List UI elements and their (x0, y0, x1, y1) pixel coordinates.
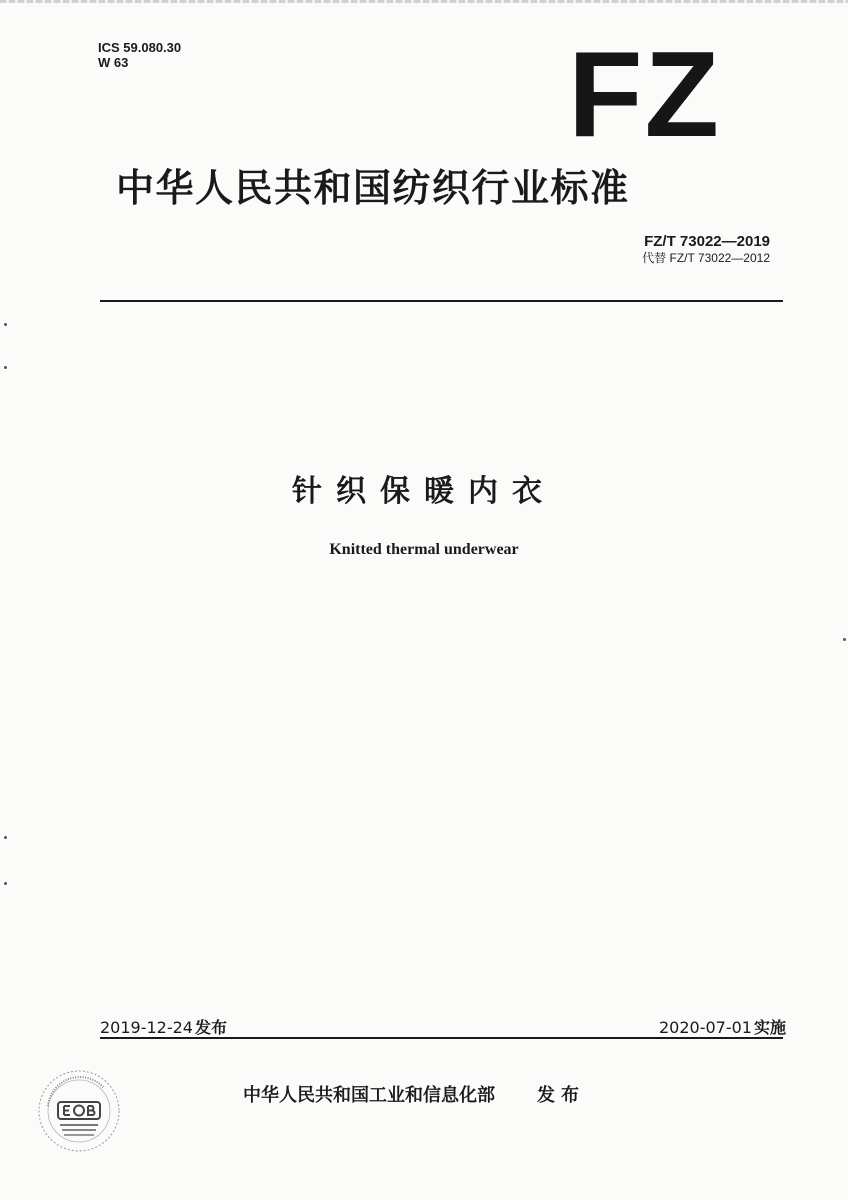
effective-date-line (659, 1015, 786, 1038)
footer-divider (100, 1037, 783, 1039)
replaces-standard: 代替 FZ/T 73022—2012 (642, 251, 770, 265)
classification-block (98, 40, 181, 70)
publisher-name: 中华人民共和国工业和信息化部 (243, 1085, 495, 1106)
standard-number: FZ/T 73022—2019 (644, 233, 770, 250)
document-title: 针织保暖内衣 (292, 474, 556, 509)
issue-date-line (100, 1015, 227, 1038)
scan-mark (843, 638, 846, 641)
publisher-action: 发布 (537, 1085, 585, 1106)
anti-counterfeit-stamp-icon (34, 1066, 124, 1156)
scan-mark (4, 882, 7, 885)
scan-mark (4, 366, 7, 369)
scan-mark (4, 323, 7, 326)
standard-code-block (642, 233, 770, 266)
ics-code: ICS 59.080.30 (98, 40, 182, 55)
issue-date: 2019-12-24 (100, 1018, 193, 1037)
issue-label: 发布 (194, 1018, 227, 1037)
class-code: W 63 (98, 55, 129, 70)
scan-top-edge (0, 0, 848, 3)
scan-mark (4, 836, 7, 839)
header-divider (100, 300, 783, 302)
fz-logo: FZ (568, 26, 722, 162)
effective-date: 2020-07-01 (659, 1018, 752, 1037)
publisher-line (243, 1081, 585, 1107)
main-title: 中华人民共和国纺织行业标准 (116, 166, 630, 210)
effective-label: 实施 (753, 1018, 786, 1037)
document-title-en: Knitted thermal underwear (329, 541, 519, 558)
